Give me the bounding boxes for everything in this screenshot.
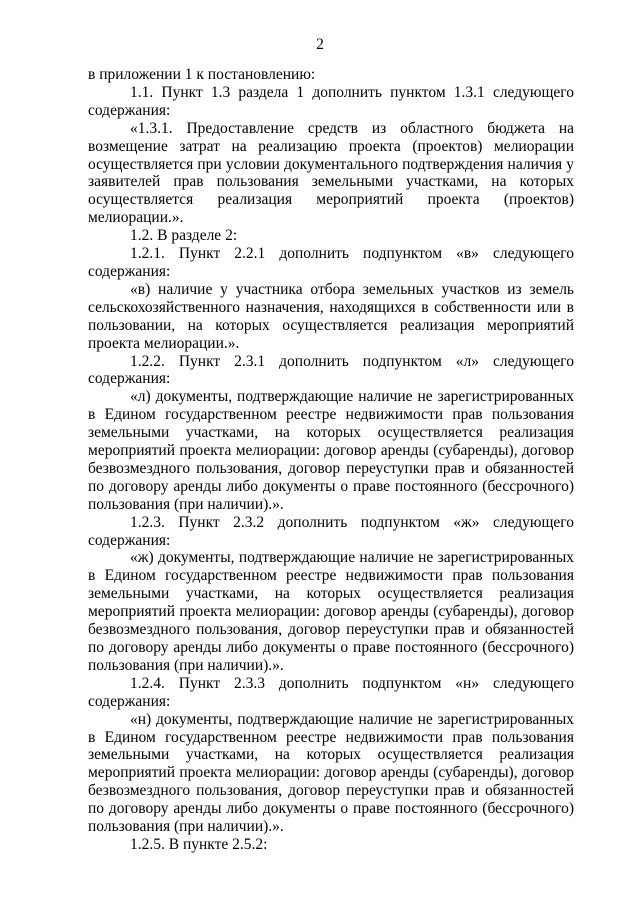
paragraph-subpoint-l: «л) документы, подтверждающие наличие не зарегистрированных в Едином государственном реестре недвижимости прав пользования земельными участками, на которых осуществляется реализация мероприятий проекта мелиорации: договор аренды (субаренды), договор безвозмездного пользования, договор переуступки прав и обязанностей по договору аренды либо документы о праве постоянного (бессрочного) пользования (при наличии).».: [88, 388, 574, 513]
paragraph-1-2-2: 1.2.2. Пункт 2.3.1 дополнить подпунктом «л» следующего содержания:: [88, 352, 574, 388]
paragraph-1-2-5: 1.2.5. В пункте 2.5.2:: [130, 835, 268, 853]
paragraph-1-2: 1.2. В разделе 2:: [130, 227, 238, 245]
paragraph-subpoint-zh: «ж) документы, подтверждающие наличие не зарегистрированных в Едином государственном реестре недвижимости прав пользования земельными участками, на которых осуществляется реализация мероприятий проекта мелиорации: договор аренды (субаренды), договор безвозмездного пользования, договор переуступки прав и обязанностей по договору аренды либо документы о праве постоянного (бессрочного) пользования (при наличии).».: [88, 549, 574, 674]
page-number: 2: [316, 36, 324, 53]
paragraph-subpoint-n: «н) документы, подтверждающие наличие не зарегистрированных в Едином государственном реестре недвижимости прав пользования земельными участками, на которых осуществляется реализация мероприятий проекта мелиорации: договор аренды (субаренды), договор безвозмездного пользования, договор переуступки прав и обязанностей по договору аренды либо документы о праве постоянного (бессрочного) пользования (при наличии).».: [88, 710, 574, 836]
paragraph-1-2-4: 1.2.4. Пункт 2.3.3 дополнить подпунктом «н» следующего содержания:: [88, 674, 574, 710]
document-body: [88, 66, 574, 854]
paragraph-1-3-1-quote: «1.3.1. Предоставление средств из областного бюджета на возмещение затрат на реализацию проекта (проектов) мелиорации осуществляется при условии документального подтверждения наличия у заявителей прав пользования земельными участками, на которых осуществляется реализация мероприятий проекта (проектов) мелиорации.».: [88, 119, 574, 227]
paragraph-intro: в приложении 1 к постановлению:: [88, 66, 316, 83]
paragraph-1-1: 1.1. Пункт 1.3 раздела 1 дополнить пунктом 1.3.1 следующего содержания:: [88, 83, 574, 119]
paragraph-1-2-3: 1.2.3. Пункт 2.3.2 дополнить подпунктом «ж» следующего содержания:: [88, 513, 574, 549]
paragraph-subpoint-v: «в) наличие у участника отбора земельных участков из земель сельскохозяйственного назначения, находящихся в собственности или в пользовании, на которых осуществляется реализация мероприятий проекта мелиорации.».: [88, 280, 574, 352]
paragraph-1-2-1: 1.2.1. Пункт 2.2.1 дополнить подпунктом «в» следующего содержания:: [88, 245, 574, 280]
